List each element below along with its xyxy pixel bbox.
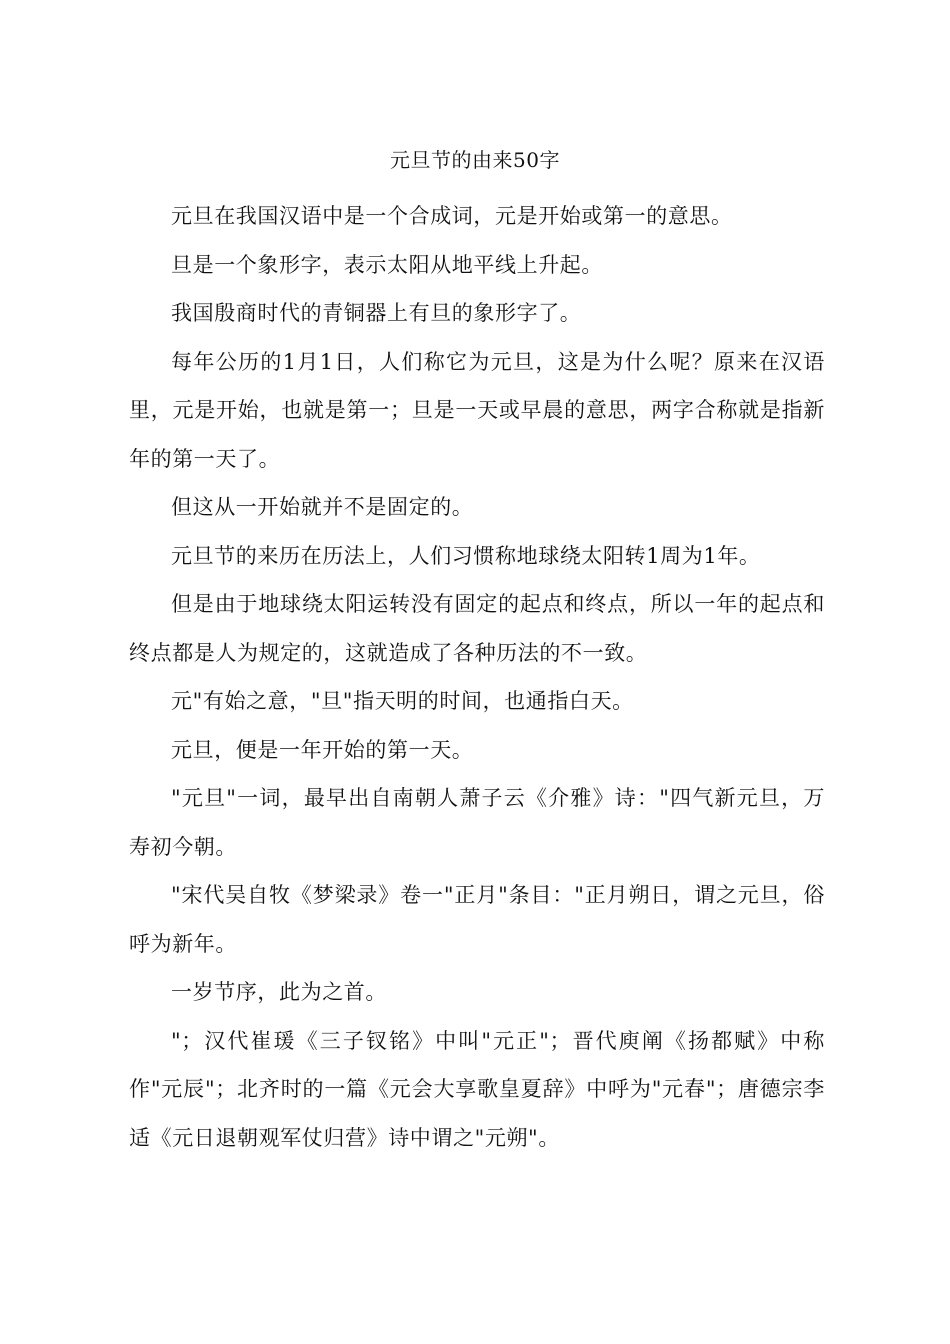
paragraph-3: 我国殷商时代的青铜器上有旦的象形字了。 <box>171 301 582 325</box>
paragraph-9: 元旦，便是一年开始的第一天。 <box>171 737 474 762</box>
paragraph-12: 一岁节序，此为之首。 <box>171 980 387 1004</box>
paragraph-10: "元旦"一词，最早出自南朝人萧子云《介雅》诗："四气新元旦，万寿初今朝。 <box>129 786 825 859</box>
document-body <box>129 192 825 1162</box>
paragraph-7: 但是由于地球绕太阳运转没有固定的起点和终点，所以一年的起点和终点都是人为规定的，这就造成了各种历法的不一致。 <box>129 592 825 665</box>
paragraph-4: 每年公历的1月1日，人们称它为元旦，这是为什么呢？原来在汉语里，元是开始，也就是第一；旦是一天或早晨的意思，两字合称就是指新年的第一天了。 <box>129 349 825 471</box>
paragraph-1: 元旦在我国汉语中是一个合成词，元是开始或第一的意思。 <box>171 204 733 228</box>
document-title: 元旦节的由来50字 <box>390 148 560 172</box>
paragraph-13: "；汉代崔瑗《三子钗铭》中叫"元正"；晋代庾阐《扬都赋》中称作"元辰"；北齐时的一篇《元会大享歌皇夏辞》中呼为"元春"；唐德宗李适《元日退朝观军仗归营》诗中谓之"元朔"。 <box>129 1028 825 1150</box>
paragraph-8: 元"有始之意，"旦"指天明的时间，也通指白天。 <box>171 689 634 713</box>
paragraph-2: 旦是一个象形字，表示太阳从地平线上升起。 <box>171 252 603 277</box>
paragraph-11: "宋代吴自牧《梦梁录》卷一"正月"条目："正月朔日，谓之元旦，俗呼为新年。 <box>129 883 825 956</box>
paragraph-6: 元旦节的来历在历法上，人们习惯称地球绕太阳转1周为1年。 <box>171 543 761 568</box>
paragraph-5: 但这从一开始就并不是固定的。 <box>171 495 474 519</box>
